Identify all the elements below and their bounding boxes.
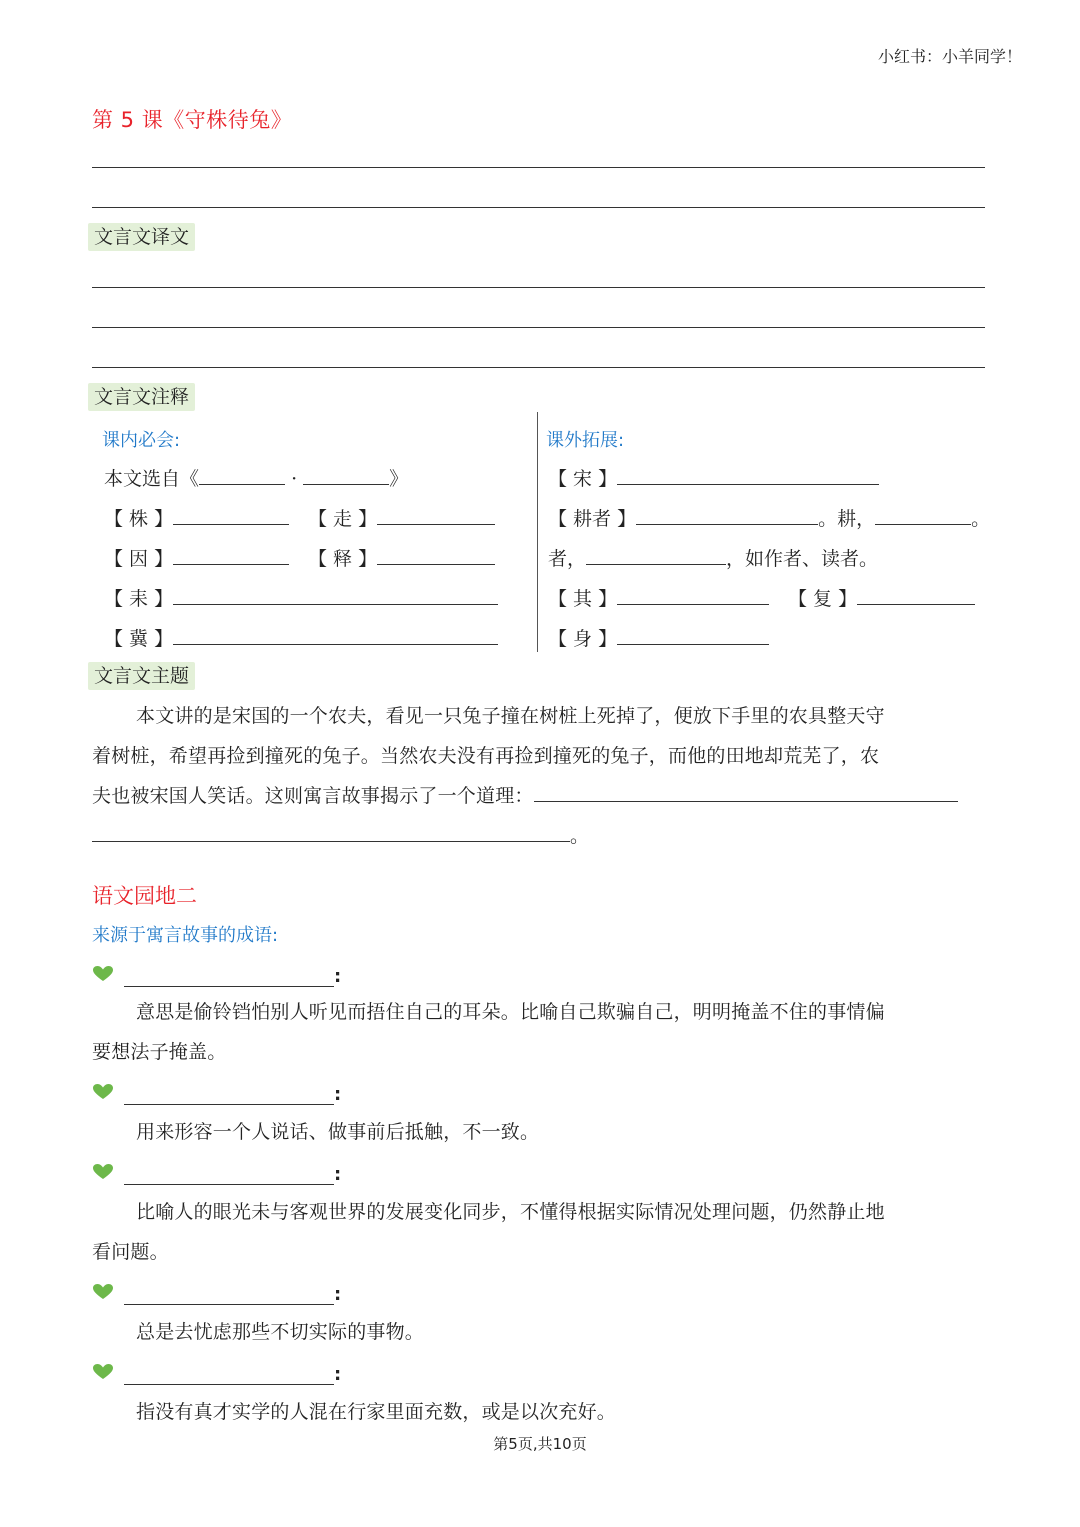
idiom-definition [92,1032,987,1072]
theme-answer-blank-2[interactable] [92,823,570,842]
idiom-blank[interactable] [124,1286,334,1305]
idiom-def-line: 指没有真才实学的人混在行家里面充数，或是以次充好。 [136,1401,617,1423]
blank-line [92,367,985,368]
idiom-def-line: 比喻人的眼光未与客观世界的发展变化同步，不懂得根据实际情况处理问题，仍然静止地 [136,1201,885,1223]
zhe-prefix: 者， [548,548,587,570]
notes-divider [537,412,538,652]
note-row [548,544,878,571]
heart-icon [93,1164,113,1180]
inner-notes-title: 课内必会: [102,430,181,451]
note-row [548,464,879,491]
note-label-shi: 【 释 】 [308,548,378,570]
idiom-definition [92,1192,987,1232]
note-label-zou: 【 走 】 [308,508,378,530]
blank-line [92,287,985,288]
note-row [788,584,975,611]
theme-end-punct: 。 [570,825,590,847]
idiom-definition [92,1392,987,1432]
blank-line [92,207,985,208]
note-blank-shi[interactable] [377,546,495,565]
note-row [104,624,498,651]
note-blank-geng[interactable] [875,506,971,525]
outer-notes-title: 课外拓展: [546,430,625,451]
heart-icon [93,1284,113,1300]
idiom-def-line: 看问题。 [92,1241,169,1263]
note-label-qi: 【 其 】 [548,588,618,610]
note-label-ji: 【 冀 】 [104,628,174,650]
idiom-blank[interactable] [124,1166,334,1185]
note-row [104,504,289,531]
idiom-definition [92,1112,987,1152]
theme-line: 夫也被宋国人笑话。这则寓言故事揭示了一个道理： [92,785,534,807]
idiom-colon: : [334,1364,342,1385]
note-row [308,544,495,571]
idiom-colon: : [334,1084,342,1105]
idiom-def-line: 总是去忧虑那些不切实际的事物。 [136,1321,425,1343]
note-blank-zhu[interactable] [173,506,289,525]
idiom-def-line: 要想法子掩盖。 [92,1041,227,1063]
gengzhe-end: 。 [971,508,991,530]
note-row [104,584,498,611]
theme-paragraph [92,736,987,776]
source-dot: · [291,468,298,490]
zhe-suffix: ，如作者、读者。 [726,548,879,570]
note-label-shen: 【 身 】 [548,628,618,650]
blank-line [92,327,985,328]
theme-line: 着树桩，希望再捡到撞死的兔子。当然农夫没有再捡到撞死的兔子，而他的田地却荒芜了，农 [92,745,880,767]
note-blank-zou[interactable] [377,506,495,525]
source-suffix: 》 [389,468,409,490]
section-tag-theme: 文言文主题 [88,662,195,690]
idiom-def-line: 用来形容一个人说话、做事前后抵触，不一致。 [136,1121,540,1143]
note-blank-yin[interactable] [173,546,289,565]
garden-subtitle: 来源于寓言故事的成语: [92,925,279,946]
header-note: 小红书：小羊同学！ [877,47,1022,66]
theme-answer-blank-1[interactable] [534,783,958,802]
idiom-blank[interactable] [124,1366,334,1385]
source-blank-1[interactable] [199,466,285,485]
idiom-definition [92,1312,987,1352]
source-blank-2[interactable] [303,466,389,485]
note-label-zhu: 【 株 】 [104,508,174,530]
blank-line [92,167,985,168]
theme-line: 本文讲的是宋国的一个农夫，看见一只兔子撞在树桩上死掉了，便放下手里的农具整天守 [136,705,885,727]
heart-icon [93,1364,113,1380]
lesson-title: 第 5 课《守株待兔》 [92,108,293,132]
idiom-blank[interactable] [124,968,334,987]
gengzhe-mid: 。耕， [818,508,876,530]
note-label-song: 【 宋 】 [548,468,618,490]
garden-title: 语文园地二 [92,884,197,908]
note-blank-zhe[interactable] [586,546,726,565]
note-row [548,584,769,611]
theme-paragraph [92,696,987,736]
page-number: 第5页,共10页 [493,1435,587,1453]
idiom-colon: : [334,1164,342,1185]
note-row [308,504,495,531]
theme-paragraph [92,776,987,816]
note-label-lei: 【 耒 】 [104,588,174,610]
idiom-colon: : [334,1284,342,1305]
section-tag-notes: 文言文注释 [88,383,195,411]
section-tag-translation: 文言文译文 [88,223,195,251]
heart-icon [93,1084,113,1100]
note-blank-lei[interactable] [173,586,498,605]
note-blank-gengzhe[interactable] [636,506,818,525]
note-blank-ji[interactable] [173,626,498,645]
note-blank-shen[interactable] [617,626,769,645]
note-blank-fu[interactable] [857,586,975,605]
idiom-def-line: 意思是偷铃铛怕别人听见而捂住自己的耳朵。比喻自己欺骗自己，明明掩盖不住的事情偏 [136,1001,885,1023]
source-row [104,464,408,491]
note-blank-qi[interactable] [617,586,769,605]
note-blank-song[interactable] [617,466,879,485]
idiom-definition [92,992,987,1032]
note-row [548,504,990,531]
source-prefix: 本文选自《 [104,468,200,490]
note-row [104,544,289,571]
idiom-blank[interactable] [124,1086,334,1105]
theme-paragraph [92,816,987,856]
heart-icon [93,966,113,982]
note-label-fu: 【 复 】 [788,588,858,610]
note-row [548,624,769,651]
idiom-colon: : [334,966,342,987]
note-label-yin: 【 因 】 [104,548,174,570]
idiom-definition [92,1232,987,1272]
note-label-gengzhe: 【 耕者 】 [548,508,637,530]
